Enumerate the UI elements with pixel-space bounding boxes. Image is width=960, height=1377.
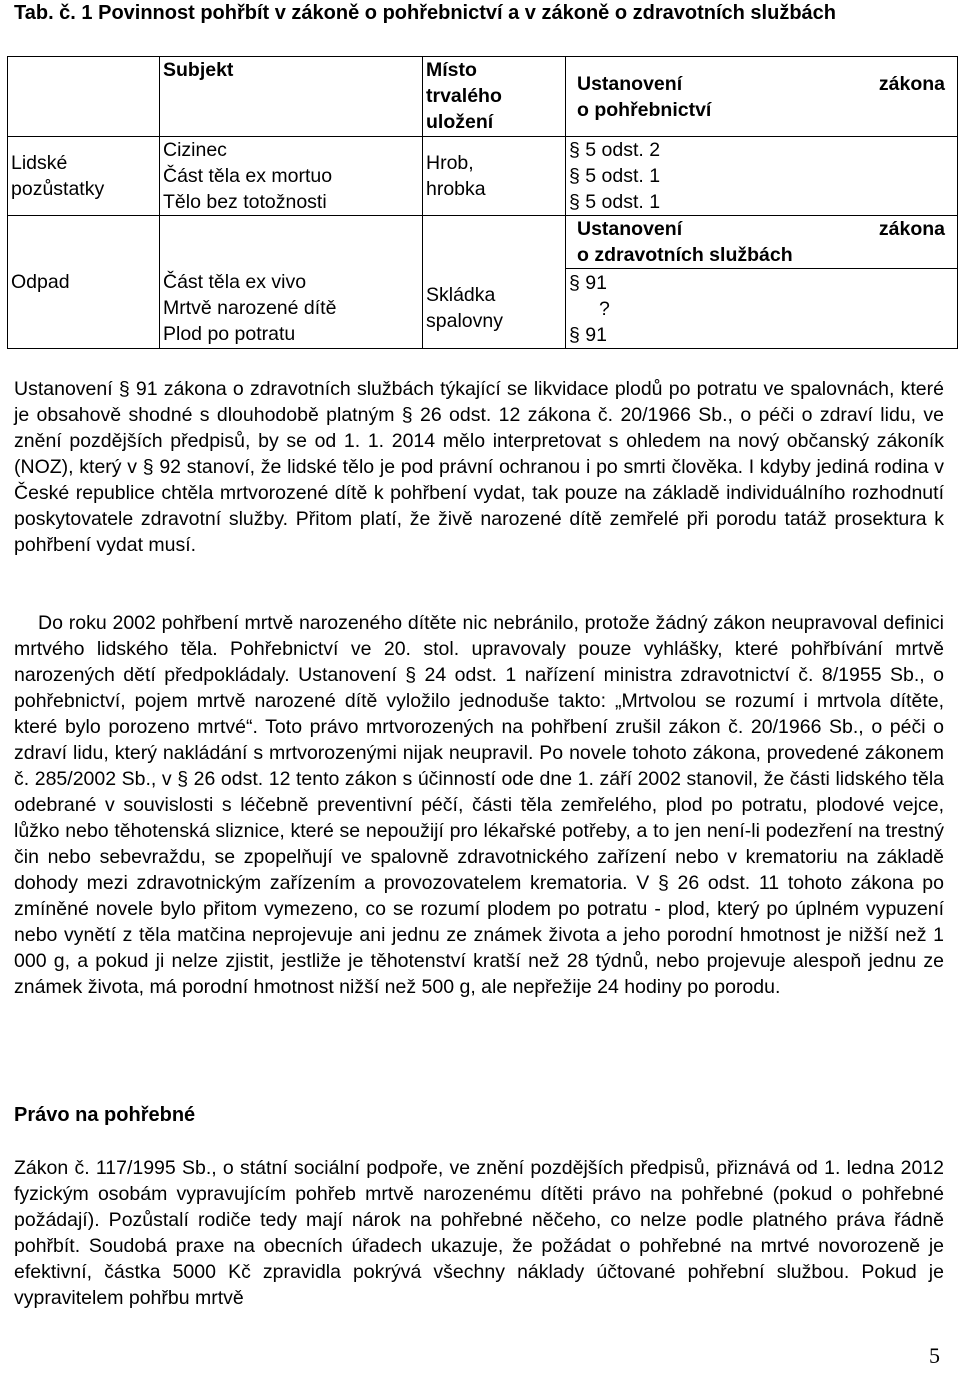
table-header-row: [8, 57, 958, 137]
table-caption: Tab. č. 1 Povinnost pohřbít v zákoně o pohřebnictví a v zákoně o zdravotních službách: [14, 2, 836, 24]
provision-cell: [566, 137, 958, 216]
group-label-lidske-pozustatky: Lidské pozůstatky: [8, 137, 160, 216]
provision-item: § 5 odst. 2: [569, 139, 661, 161]
section-heading: Právo na pohřebné: [14, 1104, 196, 1126]
table-row: [8, 137, 958, 216]
header-misto-line: trvalého: [426, 85, 502, 107]
body-paragraph: Ustanovení § 91 zákona o zdravotních službách týkající se likvidace plodů po potratu ve spalovnách, které je obsahově shodné s dlouhodobě platným § 26 odst. 12 zákona č. 20/1966 Sb., o péči o zdraví lidu, ve znění pozdějších předpisů, by se od 1. 1. 2014 mělo interpretovat s ohledem na nový občanský zákoník (NOZ), který v § 92 stanoví, že lidské tělo je pod právní ochranou i po smrti člověka. I kdyby jediná rodina v České republice chtěla mrtvorozené dítě k pohřbení vydat, tak pouze na základě individuálního rozhodnutí poskytovatele zdravotní služby. Přitom platí, že živě narozené dítě zemřelé při porodu tatáž prosektura k pohřbení vydat musí.: [14, 378, 944, 556]
group-label-odpad: Odpad: [8, 216, 160, 349]
header-ustanoveni-zdravotni: [566, 216, 958, 269]
subject-item: Mrtvě narozené dítě: [163, 297, 337, 320]
header-zakona-word: zákona: [878, 72, 945, 95]
header-law-name: o pohřebnictví: [577, 98, 712, 121]
place-cell: Hrob, hrobka: [423, 137, 566, 216]
table-header-empty: [8, 57, 160, 137]
subject-item: Cizinec: [163, 139, 227, 161]
header-ustanoveni-pohrebnictvi: [566, 57, 958, 137]
subject-item: Tělo bez totožnosti: [163, 191, 327, 213]
subjects-cell: [160, 137, 423, 216]
provision-cell: [566, 269, 958, 349]
place-cell: Skládka spalovny: [423, 269, 566, 349]
body-paragraph: Zákon č. 117/1995 Sb., o státní sociální podpoře, ve znění pozdějších předpisů, přiznává od 1. ledna 2012 fyzickým osobám vypravujícím pohřeb mrtvě narozenému dítěti právo na pohřebné (pokud o pohřebné požádají). Pozůstalí rodiče tedy mají nárok na pohřebné něčeho, co nelze podle platného práva řádně pohřbít. Soudobá praxe na obecních úřadech ukazuje, že požádat o pohřebné na mrtvé novorozeně je efektivní, částka 5000 Kč zpravidla pokrývá všechny náklady účtované pohřební službou. Pokud je vypravitelem pohřbu mrtvě: [14, 1157, 944, 1309]
header-misto-line: Místo: [426, 59, 477, 81]
provision-item: § 91: [569, 271, 607, 294]
subjects-cell: [160, 269, 423, 349]
page-number: 5: [929, 1343, 940, 1368]
header-zakona-word: zákona: [878, 218, 945, 240]
body-paragraph: Do roku 2002 pohřbení mrtvě narozeného dítěte nic nebránilo, protože žádný zákon neupravoval definici mrtvého lidského těla. Pohřebnictví ve 20. stol. upravovaly pouze vyhlášky, které pohřbívání mrtvě narozených dětí předpokládaly. Ustanovení § 24 odst. 1 nařízení ministra zdravotnictví č. 8/1955 Sb., o pohřebnictví, pojem mrtvě narozené dítě vyložilo jednoduše takto: „Mrtvolou se rozumí i mrtvola dítěte, které bylo porozeno mrtvé“. Toto právo mrtvorozených na pohřbení zrušil zákon č. 20/1966 Sb., o péči o zdraví lidu, který nakládání s mrtvorozenými nijak neupravil. Po novele tohoto zákona, provedené zákonem č. 285/2002 Sb., v § 26 odst. 12 tento zákon s účinností ode dne 1. září 2002 stanovil, že části lidského těla odebrané v souvislosti s léčebně preventivní péčí, části těla zemřelého, plod po potratu, plodové vejce, lůžko nebo těhotenská sliznice, které se nepoužijí pro lékařské potřeby, a to jen není-li podezření na trestný čin nebo sebevraždu, se zpopelňují ve spalovně zdravotnického zařízení nebo v krematoriu na základě dohody mezi zdravotnickým zařízením a provozovatelem krematoria. V § 26 odst. 11 tohoto zákona po zmíněné novele bylo přitom vymezeno, co se rozumí plodem po potratu - plod, který po úplném vypuzení nebo vynětí z těla matčina neprojevuje ani jednu ze známek života a jeho porodní hmotnost je nižší než 1 000 g, a pokud ji nelze zjistit, jestliže je těhotenství kratší než 28 týdnů, nebo projevuje alespoň jednu ze známek života, má porodní hmotnost nižší než 500 g, ale nepřežije 24 hodiny po porodu.: [14, 612, 944, 998]
header-subjekt: Subjekt: [160, 57, 423, 137]
header-ust-word: Ustanovení: [577, 72, 683, 95]
provision-item: ?: [599, 297, 610, 320]
header-ust-word: Ustanovení: [577, 218, 683, 240]
table-subheader-row: [8, 216, 958, 269]
provision-item: § 5 odst. 1: [569, 191, 661, 213]
header-misto: [423, 57, 566, 137]
subject-item: Část těla ex mortuo: [163, 165, 333, 187]
subject-item: Plod po potratu: [163, 323, 296, 346]
header-misto-line: uložení: [426, 111, 494, 133]
burial-obligation-table: [7, 56, 958, 349]
header-law-name: o zdravotních službách: [577, 244, 793, 266]
provision-item: § 91: [569, 323, 607, 346]
provision-item: § 5 odst. 1: [569, 165, 661, 187]
subject-item: Část těla ex vivo: [163, 271, 307, 294]
